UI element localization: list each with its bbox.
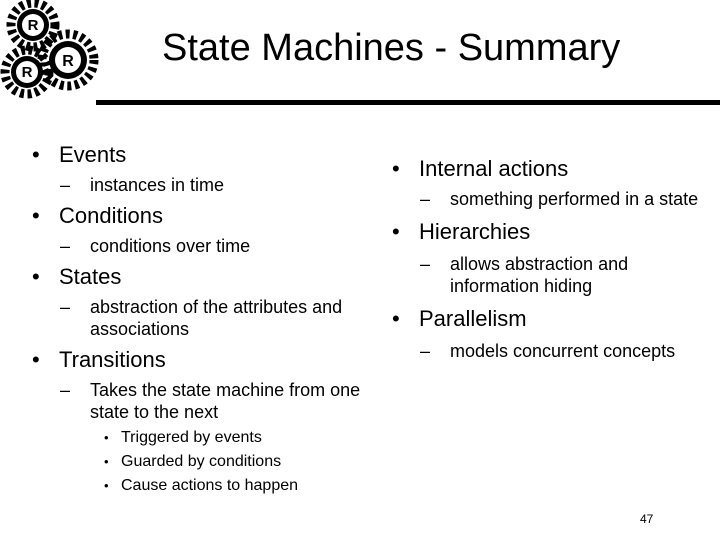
bullet-states: • States (32, 264, 362, 290)
sub-bullet-conditions: – conditions over time (32, 235, 362, 257)
bullet-hierarchies: • Hierarchies (392, 219, 712, 245)
detail-guarded: • Guarded by conditions (32, 450, 362, 474)
bullet-events: • Events (32, 142, 362, 168)
gear-right-letter: R (62, 53, 74, 70)
gears-logo (0, 0, 110, 102)
gear-left-letter: R (21, 64, 33, 81)
gear-right-icon (42, 34, 94, 86)
sub-bullet-parallelism: – models concurrent concepts (392, 340, 712, 362)
bullet-internal-actions: • Internal actions (392, 156, 712, 182)
title-rule (96, 100, 720, 105)
gear-left-icon (5, 50, 49, 94)
bullet-parallelism: • Parallelism (392, 306, 712, 332)
bullet-conditions: • Conditions (32, 203, 362, 229)
detail-cause-actions: • Cause actions to happen (32, 474, 362, 498)
sub-bullet-internal-actions: – something performed in a state (392, 188, 712, 210)
right-column (392, 156, 712, 362)
detail-triggered: • Triggered by events (32, 426, 362, 450)
sub-bullet-states: – abstraction of the attributes and associations (32, 296, 362, 340)
sub-bullet-events: – instances in time (32, 174, 362, 196)
slide-title: State Machines - Summary (162, 27, 621, 69)
left-column (32, 142, 362, 498)
gear-top-letter: R (27, 17, 39, 34)
sub-bullet-hierarchies: – allows abstraction and information hiding (392, 253, 712, 297)
bullet-transitions: • Transitions (32, 347, 362, 373)
page-number: 47 (640, 512, 654, 526)
sub-bullet-transitions: – Takes the state machine from one state to the next (32, 379, 362, 423)
